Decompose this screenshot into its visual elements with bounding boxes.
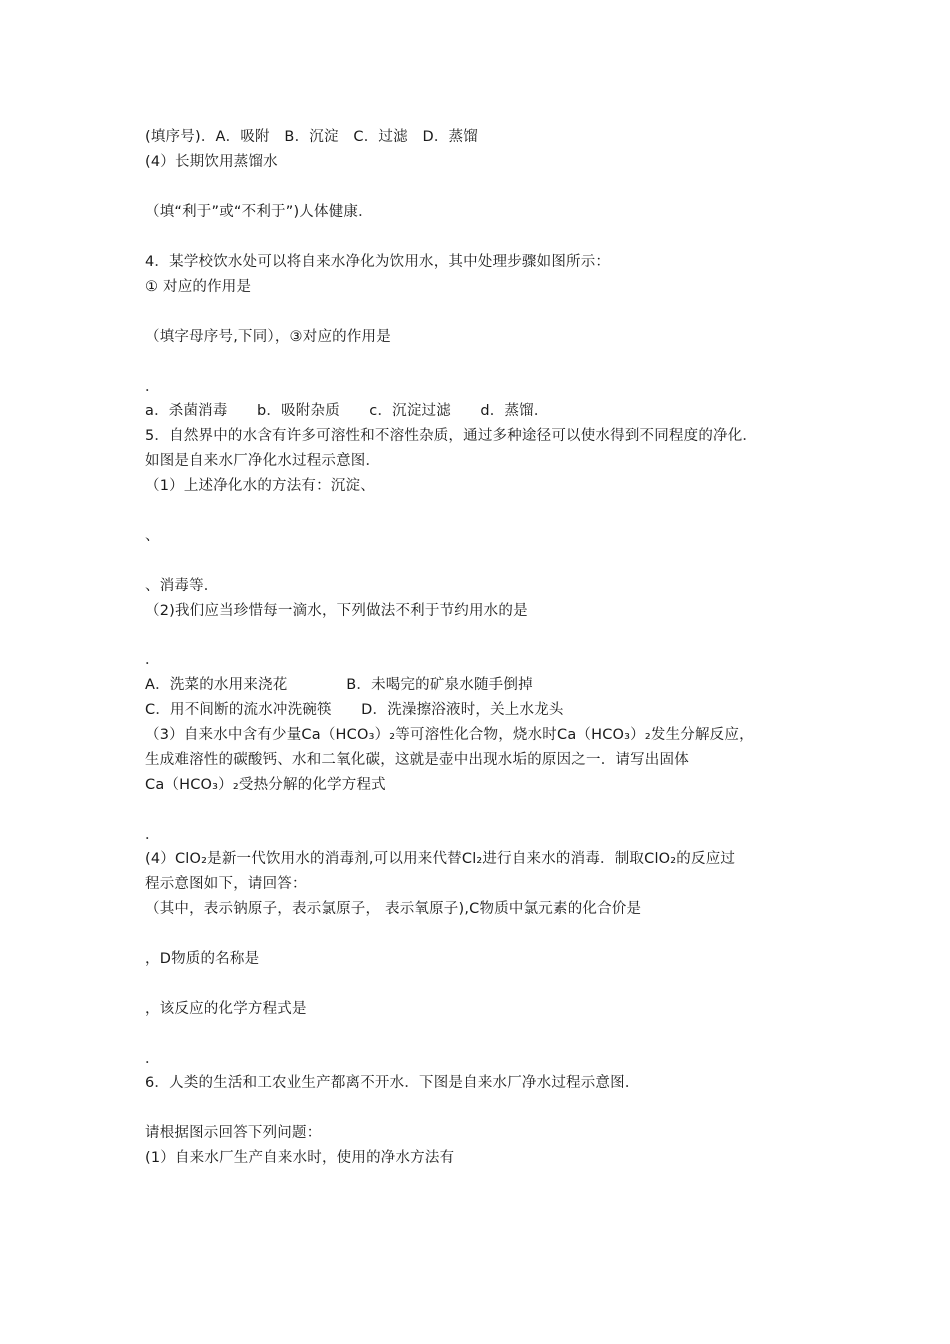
text-line: 如图是自来水厂净化水过程示意图． (145, 453, 381, 469)
text-line: Ca（HCO₃）₂受热分解的化学方程式 (145, 777, 386, 793)
text-line: （1）上述净化水的方法有：沉淀、 (145, 478, 375, 494)
text-line: （2)我们应当珍惜每一滴水，下列做法不利于节约用水的是 (145, 603, 528, 619)
text-line: 、 (145, 528, 160, 544)
question-4-stem: 4．某学校饮水处可以将自来水净化为饮用水，其中处理步骤如图所示： (145, 254, 611, 270)
text-line: ，该反应的化学方程式是 (145, 1001, 307, 1017)
text-line: (填序号)．A．吸附 B．沉淀 C．过滤 D．蒸馏 (145, 129, 478, 145)
text-line: (1）自来水厂生产自来水时，使用的净水方法有 (145, 1150, 455, 1166)
text-line: ① 对应的作用是 (145, 279, 252, 295)
text-line: ． (145, 379, 160, 395)
text-line: （其中，表示钠原子，表示氯原子， 表示氧原子),C物质中氯元素的化合价是 (145, 901, 642, 917)
options-line: A．洗菜的水用来浇花 B．未喝完的矿泉水随手倒掉 (145, 677, 533, 693)
text-line: 、消毒等． (145, 578, 219, 594)
text-line: ． (145, 1051, 160, 1067)
text-line: （3）自来水中含有少量Ca（HCO₃）₂等可溶性化合物，烧水时Ca（HCO₃）₂发生分解反应， (145, 727, 754, 743)
text-line: ． (145, 827, 160, 843)
text-line: ． (145, 652, 160, 668)
question-5-stem: 5．自然界中的水含有许多可溶性和不溶性杂质，通过多种途径可以使水得到不同程度的净化． (145, 428, 758, 444)
text-line: 程示意图如下，请回答： (145, 876, 307, 892)
text-line: ，D物质的名称是 (145, 951, 260, 967)
text-line: （填字母序号,下同），③对应的作用是 (145, 329, 391, 345)
options-line: C．用不间断的流水冲洗碗筷 D．洗澡擦浴液时，关上水龙头 (145, 702, 564, 718)
text-line: 生成难溶性的碳酸钙、水和二氧化碳，这就是壶中出现水垢的原因之一．请写出固体 (145, 752, 689, 768)
options-line: a．杀菌消毒 b．吸附杂质 c．沉淀过滤 d．蒸馏． (145, 403, 549, 419)
text-line: (4）长期饮用蒸馏水 (145, 154, 278, 170)
text-line: (4）ClO₂是新一代饮用水的消毒剂,可以用来代替Cl₂进行自来水的消毒．制取ClO₂的反应过 (145, 851, 736, 867)
text-line: 请根据图示回答下列问题： (145, 1125, 322, 1141)
text-line: （填“利于”或“不利于”)人体健康． (145, 204, 373, 220)
question-6-stem: 6．人类的生活和工农业生产都离不开水．下图是自来水厂净水过程示意图． (145, 1075, 640, 1091)
